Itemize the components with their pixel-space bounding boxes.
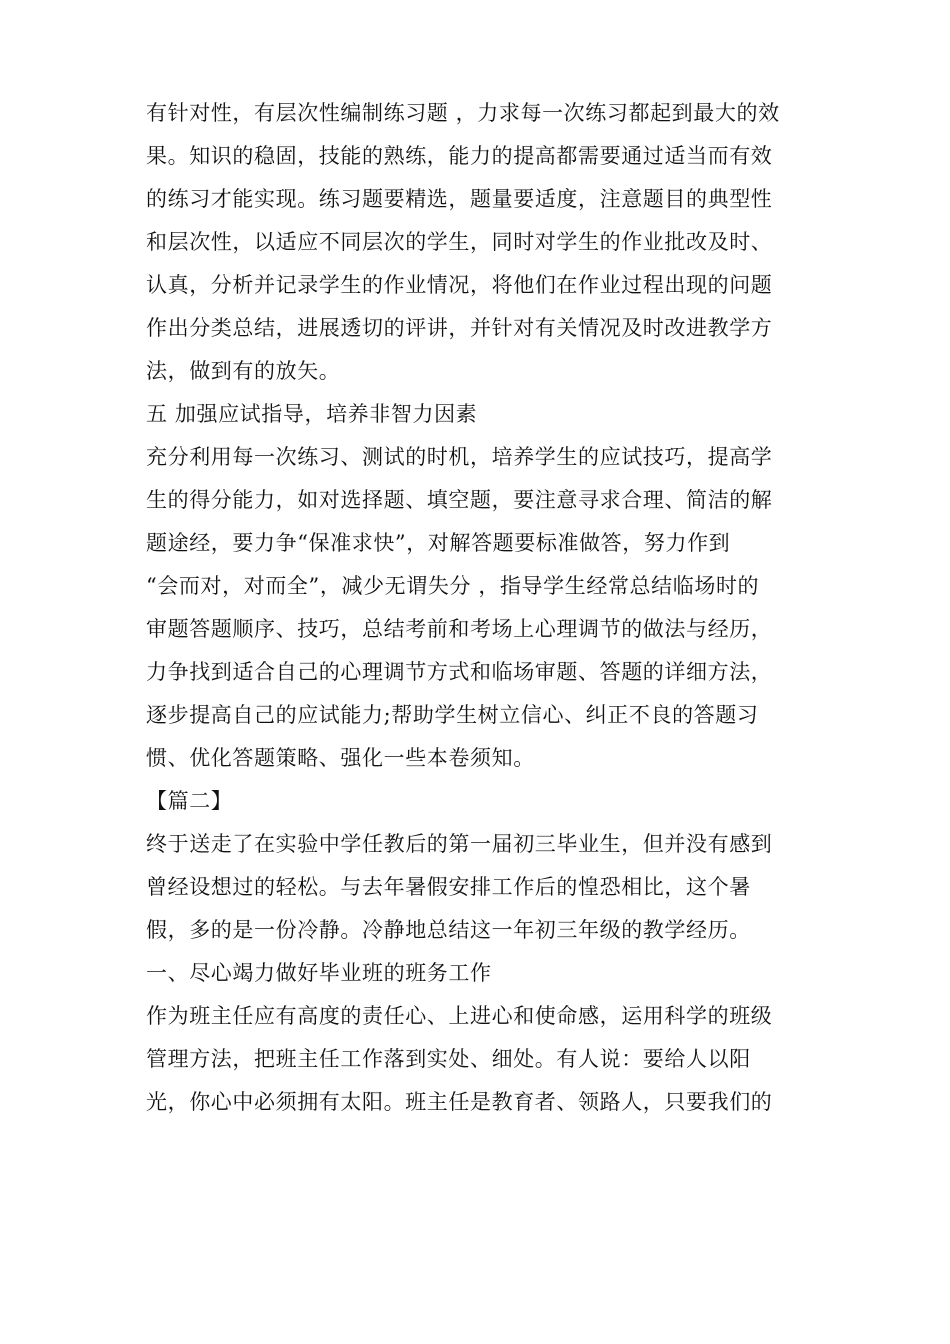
- part-heading: 【篇二】: [146, 789, 233, 813]
- text-line: 有针对性，有层次性编制练习题 ，力求每一次练习都起到最大的效: [146, 101, 780, 125]
- text-line: “会而对，对而全”，减少无谓失分 ，指导学生经常总结临场时的: [146, 574, 760, 598]
- text-line: 生的得分能力，如对选择题、填空题，要注意寻求合理、简洁的解: [146, 488, 773, 512]
- text-line: 惯、优化答题策略、强化一些本卷须知。: [146, 746, 535, 770]
- text-line: 的练习才能实现。练习题要精选，题量要适度，注意题目的典型性: [146, 187, 773, 211]
- text-line: 逐步提高自己的应试能力;帮助学生树立信心、纠正不良的答题习: [146, 703, 759, 727]
- text-line: 管理方法，把班主任工作落到实处、细处。有人说：要给人以阳: [146, 1047, 751, 1071]
- text-line: 终于送走了在实验中学任教后的第一届初三毕业生，但并没有感到: [146, 832, 773, 856]
- text-line: 假，多的是一份冷静。冷静地总结这一年初三年级的教学经历。: [146, 918, 751, 942]
- text-line: 和层次性，以适应不同层次的学生，同时对学生的作业批改及时、: [146, 230, 773, 254]
- text-line: 光，你心中必须拥有太阳。班主任是教育者、领路人，只要我们的: [146, 1090, 773, 1114]
- document-body: [146, 92, 846, 1124]
- text-line: 果。知识的稳固，技能的熟练，能力的提高都需要通过适当而有效: [146, 144, 773, 168]
- text-line: 力争找到适合自己的心理调节方式和临场审题、答题的详细方法，: [146, 660, 773, 684]
- text-line: 审题答题顺序、技巧，总结考前和考场上心理调节的做法与经历，: [146, 617, 773, 641]
- text-line: 曾经设想过的轻松。与去年暑假安排工作后的惶恐相比，这个暑: [146, 875, 751, 899]
- text-line: 作出分类总结，进展透切的评讲，并针对有关情况及时改进教学方: [146, 316, 773, 340]
- text-line: 认真，分析并记录学生的作业情况，将他们在作业过程出现的问题: [146, 273, 773, 297]
- text-line: 作为班主任应有高度的责任心、上进心和使命感，运用科学的班级: [146, 1004, 773, 1028]
- text-line: 题途经，要力争“保准求快”，对解答题要标准做答，努力作到: [146, 531, 731, 555]
- text-line: 法，做到有的放矢。: [146, 359, 341, 383]
- text-line: 充分利用每一次练习、测试的时机，培养学生的应试技巧，提高学: [146, 445, 773, 469]
- section-heading: 一、尽心竭力做好毕业班的班务工作: [146, 961, 492, 985]
- section-heading: 五 加强应试指导，培养非智力因素: [146, 402, 478, 426]
